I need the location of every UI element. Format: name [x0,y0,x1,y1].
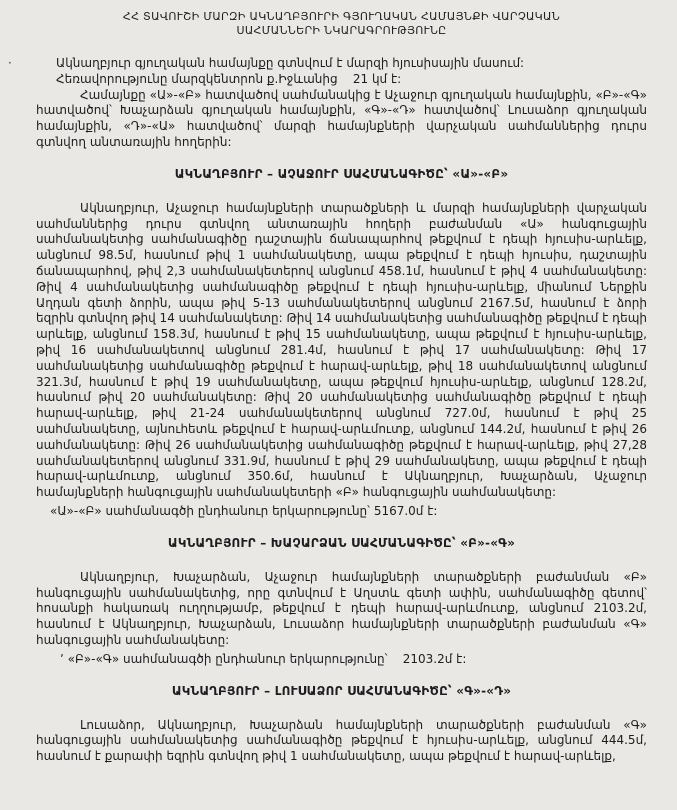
intro-paragraph-location: Ակնաղբյուր գյուղական համայնքը գտնվում է մարզի հյուսիսային մասում: [56,56,525,70]
section-body-a-b: Ակնաղբյուր, Աչաջուր համայնքների տարածքների և մարզի համայնքների վարչական սահմաններից դուրս գտնվող անտառային հողերի բաժանման «Ա» հանգուցային սահմանակետից սահմանագիծը դաշտային ճանապարհով թեքվում է դեպի հյուսիս-արևելք, անցնում 98.5մ, հասնում թիվ 1 սահմանակետը, ապա թեքվում է դեպի հյուսիս, դաշտային ճանապարհով, թիվ 2,3 սահմանակետերով անցնում 458.1մ, հասնում է թիվ 4 սահմանակետը: Թիվ 4 սահմանակետից սահմանագիծը թեքվում է դեպի հյուսիս-արևելք, միանում Ներքին Աղդան գետի ձորին, ապա թիվ 5-13 սահմանակետերով անցնում 2167.5մ, հասնում է ձորի եզրին գտնվող թիվ 14 սահմանակետը: Թիվ 14 սահմանակետից սահմանագիծը թեքվում է դեպի արևելք, անցնում 158.3մ, հասնում է թիվ 15 սահմանակետը, ապա թեքվում է հյուսիս-արևելք, թիվ 16 սահմանակետով անցնում 281.4մ, հասնում է թիվ 17 սահմանակետը: Թիվ 17 սահմանակետից սահմանագիծը թեքվում է հարավ-արևելք, թիվ 18 սահմանակետով անցնում 321.3մ, հասնում է թիվ 19 սահմանակետը, ապա թեքվում հյուսիս-արևելք, անցնում 128.2մ, հասնում թիվ 20 սահմանակետը: Թիվ 20 սահմանակետից սահմանագիծը թեքվում է դեպի հարավ-արևելք, թիվ 21-24 սահմանակետերով անցնում 727.0մ, հասնում է թիվ 25 սահմանակետը, այնուհետև թեքվում է հարավ-արևմուտք, անցնում 144.2մ, հասնում է թիվ 26 սահմանակետը: Թիվ 26 սահմանակետից սահմանագիծը թեքվում է հարավ-արևելք, թիվ 27,28 սահմանակետերով անցնում 331.9մ, հասնում է թիվ 29 սահմանակետը, ապա թեքվում է դեպի հարավ-արևմուտք, անցնում 350.6մ, հասնում է Ակնաղբյուր, Խաչարձան, Աչաջուր համայնքների հանգուցային սահմանակետերի «Բ» հանգուցային սահմանակետը: [36,200,647,500]
document-title [36,10,647,38]
section-total-b-g-text: «Բ»-«Գ» սահմանագծի ընդհանուր երկարությունը՝ 2103.2մ է: [67,651,467,666]
section-border-g-d [36,684,647,765]
document-title-line-2: ՍԱՀՄԱՆՆԵՐԻ ՆԿԱՐԱԳՐՈՒԹՅՈՒՆԸ [236,24,447,37]
intro-paragraph-neighbors: Համայնքը «Ա»-«Բ» հատվածով սահմանակից է Աչաջուր գյուղական համայնքին, «Բ»-«Գ» հատվածով՝ Խաչարձան գյուղական համայնքին, «Գ»-«Դ» հատվածով՝ Լուսաձոր գյուղական համայնքին, «Դ»-«Ա» հատվածով՝ մարզի համայնքների վարչական սահմաններից դուրս գտնվող անտառային հողերին: [36,87,647,149]
section-body-g-d: Լուսաձոր, Ակնաղբյուր, Խաչարձան համայնքների տարածքների բաժանման «Գ» հանգուցային սահմանակետից սահմանագիծը թեքվում է հյուսիս-արևելք, անցնում 444.5մ, հասնում է քարափի եզրին գտնվող թիվ 1 սահմանակետը, ապա թեքվում է հարավ-արևելք, [36,717,647,764]
scan-artifact-dot: · [8,56,12,70]
section-heading-a-b: ԱԿՆԱՂԲՅՈՒՐ – ԱՉԱՋՈՒՐ ՍԱՀՄԱՆԱԳԻԾԸ՝ «Ա»-«Բ» [174,166,509,181]
section-heading-g-d: ԱԿՆԱՂԲՅՈՒՐ – ԼՈՒՍԱՁՈՐ ՍԱՀՄԱՆԱԳԻԾԸ՝ «Գ»-«Դ» [171,683,512,698]
section-total-b-g [36,652,647,668]
scan-artifact-tick: ՚ [60,651,64,666]
section-body-b-g: Ակնաղբյուր, Խաչարձան, Աչաջուր համայնքների տարածքների բաժանման «Բ» հանգուցային սահմանակետից, որը գտնվում է Աղստև գետի ափին, սահմանագիծը գետով՝ հոսանքի հակառակ ուղղությամբ, թեքվում է դեպի հարավ-արևմուտք, անցնում 2103.2մ, հասնում է Ակնաղբյուր, Խաչարձան, Լուսաձոր համայնքների տարածքների բաժանման «Գ» հանգուցային սահմանակետը: [36,569,647,647]
section-border-a-b [36,167,647,520]
document-title-line-1: ՀՀ ՏԱՎՈՒՇԻ ՄԱՐԶԻ ԱԿՆԱՂԲՅՈՒՐԻ ԳՅՈՒՂԱԿԱՆ ՀԱՄԱՅՆՔԻ ՎԱՐՉԱԿԱՆ [122,10,561,23]
intro-paragraph-distance: Հեռավորությունը մարզկենտրոն ք.Իջևանից 21 կմ է: [56,71,402,86]
section-total-a-b: «Ա»-«Բ» սահմանագծի ընդհանուր երկարությունը՝ 5167.0մ է: [50,503,438,518]
section-border-b-g [36,536,647,668]
section-heading-b-g: ԱԿՆԱՂԲՅՈՒՐ – ԽԱՉԱՐՁԱՆ ՍԱՀՄԱՆԱԳԻԾԸ՝ «Բ»-«Գ» [167,535,516,550]
